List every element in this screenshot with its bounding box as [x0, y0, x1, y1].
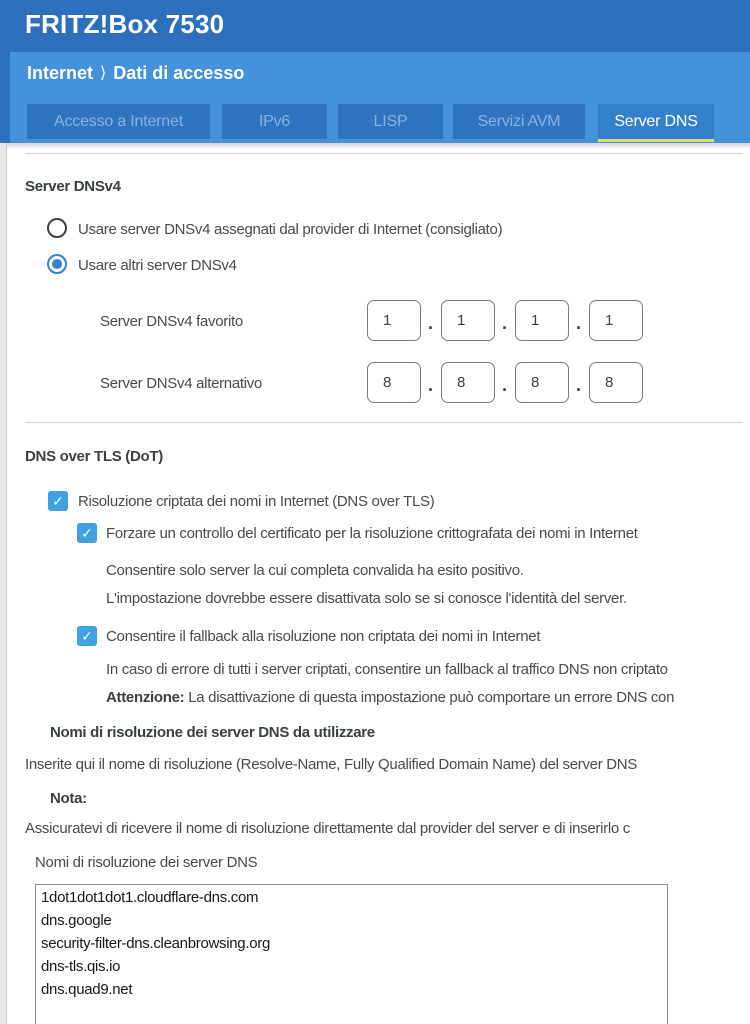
dnsv4-favorite-label: Server DNSv4 favorito [100, 313, 243, 330]
section-divider [25, 153, 743, 154]
warning-label: Attenzione: [106, 689, 185, 706]
breadcrumb-bar [10, 52, 750, 95]
octet-separator: . [428, 375, 434, 395]
checkbox-certificate-check[interactable] [77, 523, 97, 543]
tab-ipv6[interactable]: IPv6 [222, 104, 327, 139]
octet-separator: . [576, 313, 582, 333]
checkbox-certificate-check-label[interactable]: Forzare un controllo del certificato per la risoluzione crittografata dei nomi in Internet [106, 525, 638, 542]
dnsv4-alternative-octet-1[interactable] [367, 362, 421, 403]
checkbox-encrypted-dns[interactable] [48, 491, 68, 511]
radio-dnsv4-provider-label[interactable]: Usare server DNSv4 assegnati dal provider di Internet (consigliato) [78, 221, 503, 238]
dnsv4-alternative-label: Server DNSv4 alternativo [100, 375, 263, 392]
resolve-intro: Inserite qui il nome di risoluzione (Resolve-Name, Fully Qualified Domain Name) del server DNS [25, 756, 638, 773]
breadcrumb-page: Dati di accesso [113, 63, 245, 83]
dnsv4-favorite-octet-4[interactable] [589, 300, 643, 341]
check-icon: ✓ [81, 525, 93, 541]
warning-text: La disattivazione di questa impostazione può comportare un errore DNS con [188, 689, 675, 706]
tab-server-dns[interactable] [598, 104, 714, 139]
dnsv4-favorite-octet-3[interactable] [515, 300, 569, 341]
active-tab-underline [598, 139, 714, 142]
dnsv4-favorite-octet-2[interactable] [441, 300, 495, 341]
dnsv4-heading: Server DNSv4 [25, 178, 121, 195]
app-title: FRITZ!Box 7530 [25, 9, 225, 39]
tab-accesso-a-internet[interactable]: Accesso a Internet [27, 104, 210, 139]
chevron-right-icon: ⟩ [100, 65, 107, 82]
dot-heading: DNS over TLS (DoT) [25, 448, 163, 465]
breadcrumb [10, 52, 750, 96]
octet-separator: . [576, 375, 582, 395]
dnsv4-alternative-octet-3[interactable] [515, 362, 569, 403]
dns-names-textarea[interactable] [35, 884, 668, 1024]
tab-servizi-avm[interactable]: Servizi AVM [453, 104, 585, 139]
dnsv4-alternative-octet-2[interactable] [441, 362, 495, 403]
octet-separator: . [428, 313, 434, 333]
dns-names-label: Nomi di risoluzione dei server DNS [35, 854, 258, 871]
radio-dnsv4-other[interactable] [47, 254, 67, 274]
left-gutter [0, 143, 7, 1024]
octet-separator: . [502, 375, 508, 395]
radio-dnsv4-provider[interactable] [47, 218, 67, 238]
fallback-note: In caso di errore di tutti i server criptati, consentire un fallback al traffico DNS non criptato [106, 661, 668, 678]
note-heading: Nota: [50, 790, 87, 807]
tab-lisp[interactable]: LISP [338, 104, 443, 139]
checkbox-fallback-label[interactable]: Consentire il fallback alla risoluzione non criptata dei nomi in Internet [106, 628, 541, 645]
resolve-heading: Nomi di risoluzione dei server DNS da utilizzare [50, 724, 375, 741]
tab-server-dns-label: Server DNS [614, 113, 698, 130]
certificate-note-2: L'impostazione dovrebbe essere disattivata solo se si conosce l'identità del server. [106, 590, 627, 607]
dnsv4-alternative-octet-4[interactable] [589, 362, 643, 403]
note-text: Assicuratevi di ricevere il nome di risoluzione direttamente dal provider del server e di inserirlo c [25, 820, 630, 837]
radio-dot [52, 259, 62, 269]
tab-shadow [6, 143, 750, 150]
app-header [0, 0, 750, 52]
dnsv4-favorite-octet-1[interactable] [367, 300, 421, 341]
radio-dnsv4-other-label[interactable]: Usare altri server DNSv4 [78, 257, 237, 274]
certificate-note-1: Consentire solo server la cui completa convalida ha esito positivo. [106, 562, 524, 579]
breadcrumb-section-link[interactable]: Internet [27, 63, 94, 83]
checkbox-encrypted-dns-label[interactable]: Risoluzione criptata dei nomi in Internet (DNS over TLS) [78, 493, 435, 510]
checkbox-fallback[interactable] [77, 626, 97, 646]
header-left-strip [0, 52, 10, 143]
octet-separator: . [502, 313, 508, 333]
tab-bar [10, 95, 750, 143]
check-icon: ✓ [52, 493, 64, 509]
check-icon: ✓ [81, 628, 93, 644]
section-divider [25, 422, 743, 423]
warning-note [106, 688, 674, 708]
